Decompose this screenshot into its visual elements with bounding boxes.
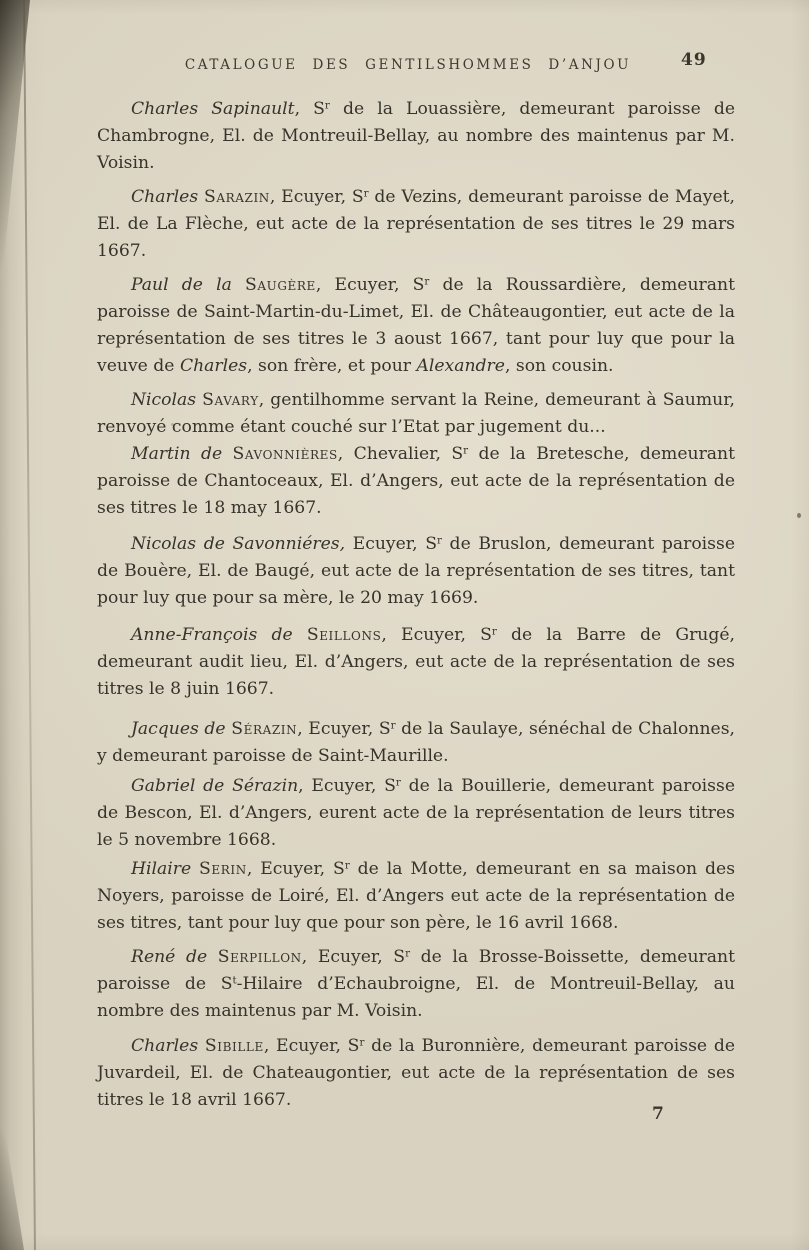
catalog-entry — [97, 773, 735, 854]
entry-text-italic: Nicolas de Savonniéres, — [131, 534, 346, 554]
paper-speck — [797, 513, 801, 518]
page-number: 49 — [681, 50, 707, 70]
catalog-entry — [97, 944, 735, 1025]
running-header: CATALOGUE DES GENTILSHOMMES D’ANJOU — [184, 57, 632, 73]
catalog-entry — [97, 96, 735, 177]
entry-text-smallcaps: Saugère — [245, 275, 316, 295]
entry-text-roman: de la Bretesche, demeurant paroisse de Chantoceaux, El. d’Angers, eut acte de la représentation de ses titres le 18 may 1667. — [97, 444, 736, 518]
entry-text-smallcaps: Seillons — [306, 625, 382, 645]
entry-text-roman: , Chevalier, S — [337, 444, 464, 464]
entry-text-roman: de la Brosse-Boissette, demeurant paroisse de S — [97, 947, 735, 994]
entry-text-roman: , Ecuyer, S — [301, 947, 406, 967]
entry-text-italic: Charles — [179, 356, 248, 376]
entry-text-roman: de la Saulaye, sénéchal de Chalonnes, y demeurant paroisse de Saint-Maurille. — [97, 719, 735, 766]
binding-crease — [23, 0, 36, 1250]
entry-text-sup: r — [463, 444, 469, 457]
entry-text-roman: de la Motte, demeurant en sa maison des Noyers, paroisse de Loiré, El. d’Angers eut acte de la représentation de ses titres, tant pour luy que pour son père, le 16 avril 1668. — [97, 859, 736, 933]
entry-text-roman: , gentilhomme servant la Reine, demeurant à Saumur, renvoyé comme étant couché sur l’Etat par jugement du... — [97, 390, 735, 437]
catalog-entries — [97, 96, 735, 1114]
page-edge-shadow-bottom-left — [0, 1100, 24, 1250]
catalog-entry — [97, 856, 735, 937]
entry-text-italic: Charles — [131, 187, 204, 207]
catalog-entry — [97, 441, 735, 522]
entry-text-italic: Charles Sapinault — [131, 99, 295, 119]
entry-text-roman: de la Roussardière, demeurant paroisse de Saint-Martin-du-Limet, El. de Châteaugontier, eut acte de la représentation de ses titres le 3 aoust 1667, tant pour luy que pour la veuve de — [97, 275, 735, 376]
entry-text-italic: Gabriel de Sérazin — [131, 776, 299, 796]
entry-text-smallcaps: Sérazin — [231, 719, 298, 739]
entry-text-roman: , S — [294, 99, 325, 119]
entry-text-roman: Ecuyer, S — [345, 534, 437, 554]
entry-text-italic: Nicolas — [131, 390, 203, 410]
entry-text-sup: r — [405, 947, 411, 960]
entry-text-italic: Hilaire — [131, 859, 200, 879]
entry-text-smallcaps: Savonnières — [232, 444, 338, 464]
entry-text-roman: -Hilaire d’Echaubroigne, El. de Montreuil-Bellay, au nombre des maintenus par M. Voisin. — [97, 974, 735, 1021]
entry-text-sup: r — [363, 187, 369, 200]
catalog-entry — [97, 622, 735, 703]
entry-text-smallcaps: Serin — [199, 859, 247, 879]
entry-text-sup: t — [232, 974, 237, 987]
entry-text-sup: r — [390, 719, 396, 732]
entry-text-roman: , Ecuyer, S — [298, 776, 396, 796]
catalog-entry — [97, 387, 735, 441]
entry-text-sup: r — [324, 99, 330, 112]
signature-mark: 7 — [652, 1104, 664, 1124]
entry-text-italic: René de — [131, 947, 218, 967]
entry-text-sup: r — [491, 625, 497, 638]
entry-text-roman: , Ecuyer, S — [315, 275, 425, 295]
entry-text-roman: , Ecuyer, S — [246, 859, 345, 879]
catalog-entry — [97, 272, 735, 380]
entry-text-italic: Martin de — [131, 444, 233, 464]
entry-text-roman: de Vezins, demeurant paroisse de Mayet, El. de La Flèche, eut acte de la représentation de ses titres le 29 mars 1667. — [97, 187, 736, 261]
entry-text-roman: , son frère, et pour — [247, 356, 417, 376]
entry-text-italic: Charles — [131, 1036, 205, 1056]
entry-text-roman: de la Barre de Grugé, demeurant audit lieu, El. d’Angers, eut acte de la représentation de ses titres le 8 juin 1667. — [97, 625, 735, 699]
entry-text-roman: , Ecuyer, S — [381, 625, 492, 645]
catalog-entry — [97, 1033, 735, 1114]
entry-text-roman: de la Louassière, demeurant paroisse de Chambrogne, El. de Montreuil-Bellay, au nombre des maintenus par M. Voisin. — [97, 99, 736, 173]
entry-text-roman: de la Bouillerie, demeurant paroisse de Bescon, El. d’Angers, eurent acte de la représentation de leurs titres le 5 novembre 1668. — [97, 776, 735, 850]
entry-text-smallcaps: Sarazin — [203, 187, 270, 207]
entry-text-smallcaps: Savary — [202, 390, 259, 410]
entry-text-smallcaps: Sibille — [204, 1036, 264, 1056]
entry-text-roman: , Ecuyer, S — [297, 719, 391, 739]
entry-text-smallcaps: Serpillon — [217, 947, 302, 967]
entry-text-sup: r — [424, 275, 430, 288]
entry-text-italic: Jacques de — [131, 719, 232, 739]
catalog-entry — [97, 184, 735, 265]
catalog-entry — [97, 531, 735, 612]
entry-text-sup: r — [359, 1036, 365, 1049]
entry-text-roman: de Bruslon, demeurant paroisse de Bouère, El. de Baugé, eut acte de la représentation de ses titres, tant pour luy que pour sa mère, le 20 may 1669. — [97, 534, 735, 608]
entry-text-roman: , son cousin. — [504, 356, 614, 376]
entry-text-sup: r — [395, 776, 401, 789]
entry-text-roman: , Ecuyer, S — [263, 1036, 360, 1056]
entry-text-sup: r — [344, 859, 350, 872]
entry-text-roman: de la Buronnière, demeurant paroisse de Juvardeil, El. de Chateaugontier, eut acte de la représentation de ses titres le 18 avril 1667. — [97, 1036, 735, 1110]
entry-text-sup: r — [437, 534, 442, 547]
catalog-entry — [97, 716, 735, 770]
entry-text-italic: Anne-François de — [131, 625, 307, 645]
entry-text-italic: Paul de la — [131, 275, 245, 295]
entry-text-roman: , Ecuyer, S — [269, 187, 364, 207]
entry-text-italic: Alexandre — [416, 356, 505, 376]
